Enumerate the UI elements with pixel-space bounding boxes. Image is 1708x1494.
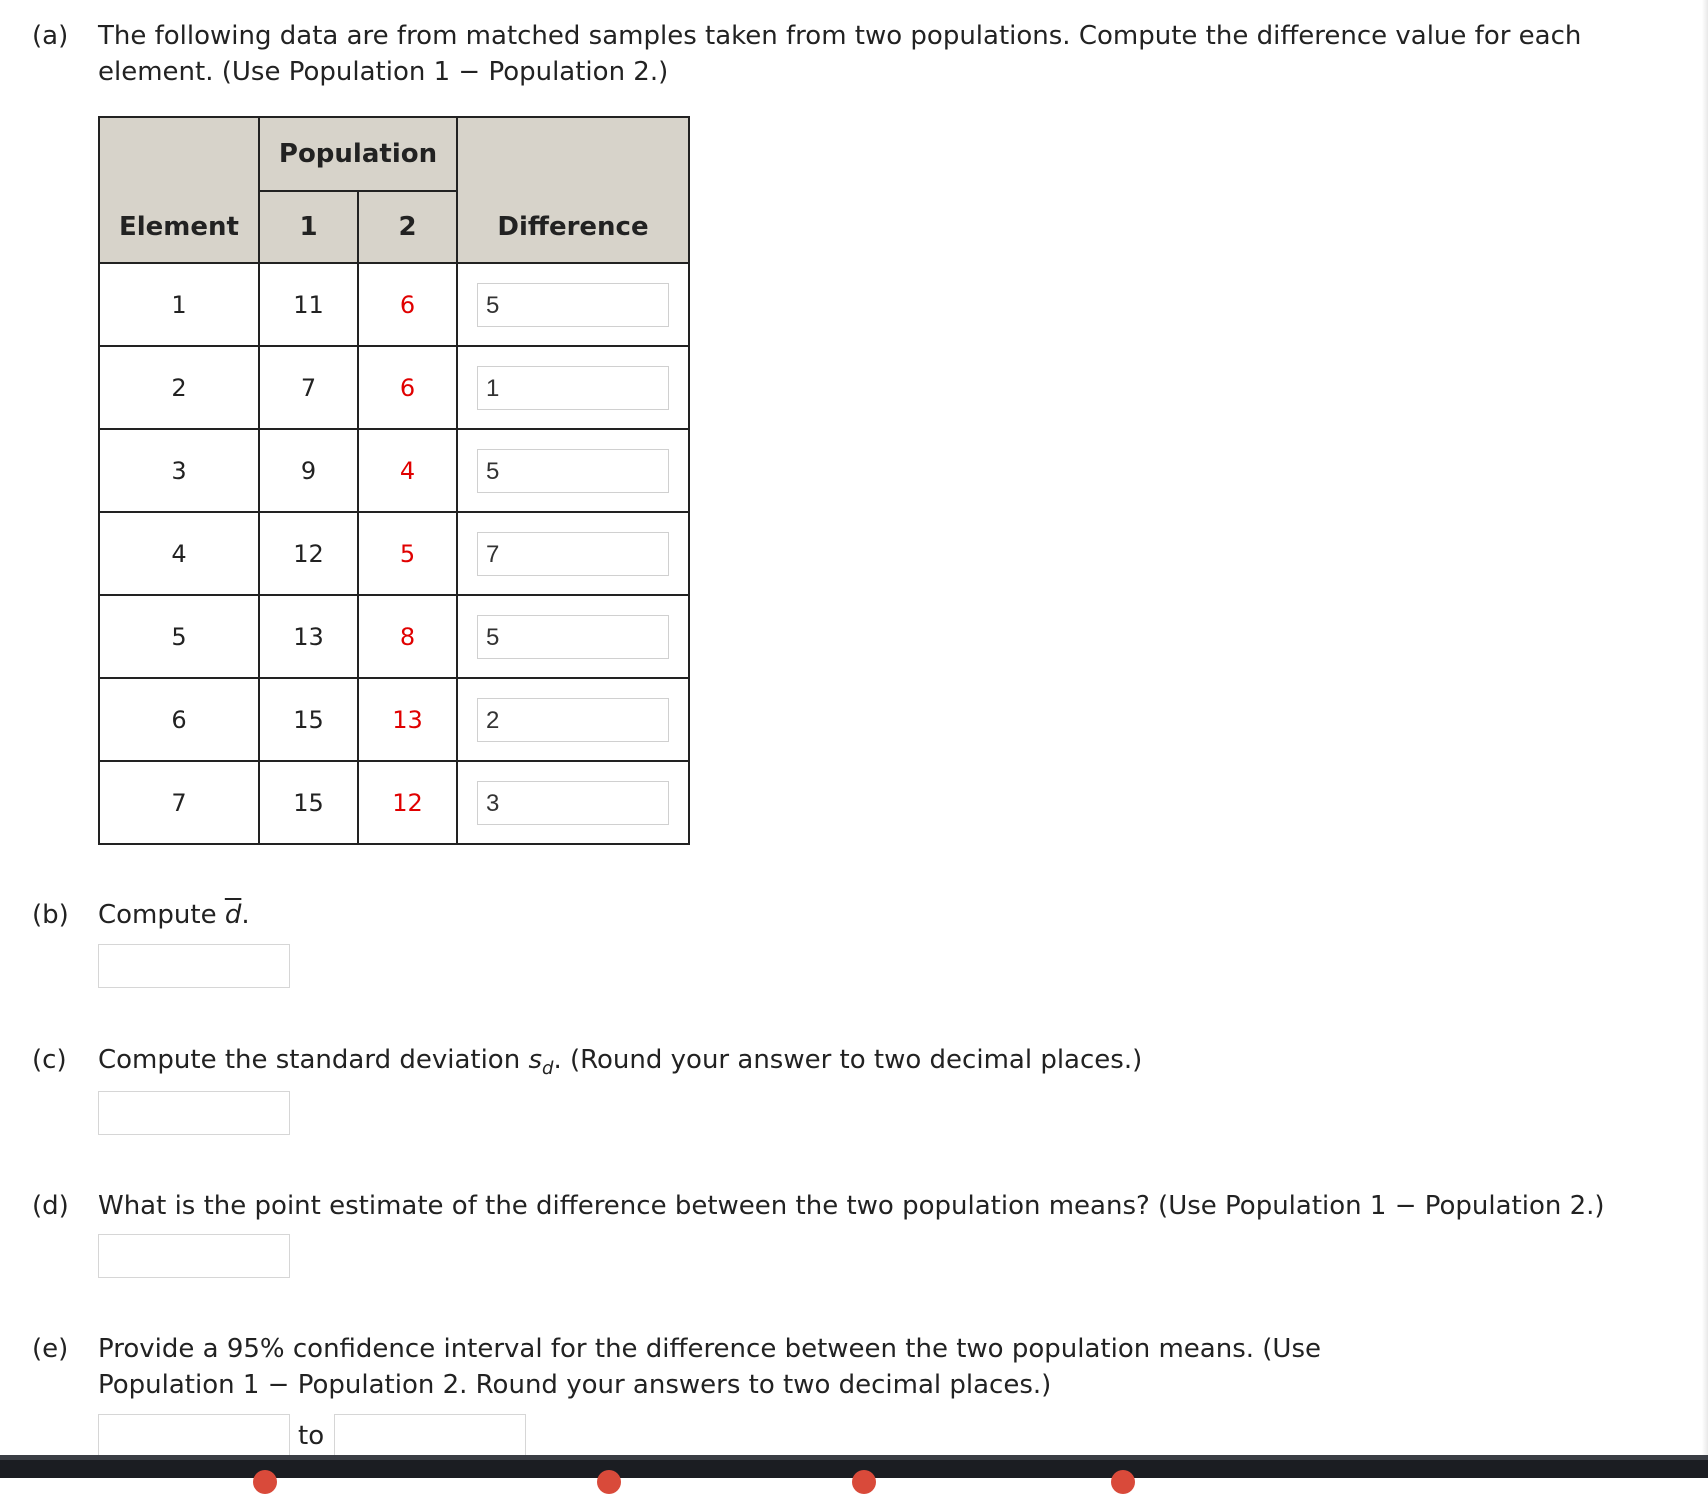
pop2-cell: 8 xyxy=(358,595,457,678)
element-cell: 7 xyxy=(99,761,259,844)
pop1-cell: 15 xyxy=(259,678,358,761)
element-cell: 5 xyxy=(99,595,259,678)
table-row xyxy=(99,595,689,678)
ci-upper-input[interactable] xyxy=(334,1414,526,1458)
table-row xyxy=(99,678,689,761)
table-row xyxy=(99,263,689,346)
difference-cell xyxy=(457,429,689,512)
toolbar-indicator-icon xyxy=(253,1470,277,1494)
element-cell: 6 xyxy=(99,678,259,761)
d-bar-input[interactable] xyxy=(98,944,290,988)
pop2-cell: 12 xyxy=(358,761,457,844)
header-blank-1 xyxy=(99,117,259,191)
table-row xyxy=(99,346,689,429)
pop2-cell: 5 xyxy=(358,512,457,595)
toolbar-indicator-icon xyxy=(1111,1470,1135,1494)
header-element: Element xyxy=(99,191,259,263)
question-c xyxy=(32,1042,1332,1082)
difference-input[interactable]: 1 xyxy=(477,366,669,410)
pop1-cell: 11 xyxy=(259,263,358,346)
table-row xyxy=(99,512,689,595)
matched-samples-table xyxy=(98,116,690,845)
question-a-line1: The following data are from matched samples taken from two populations. Compute the difference value for each xyxy=(98,21,1582,51)
question-d xyxy=(32,1188,1672,1224)
question-e xyxy=(32,1331,1432,1403)
header-difference: Difference xyxy=(457,191,689,263)
difference-input[interactable]: 5 xyxy=(477,449,669,493)
d-bar-symbol: $\overline{d}$ xyxy=(224,900,242,930)
pop2-cell: 6 xyxy=(358,263,457,346)
to-label: to xyxy=(298,1421,325,1451)
question-e-line2: Population 1 − Population 2. Round your answers to two decimal places.) xyxy=(98,1370,1052,1400)
question-c-prompt: Compute the standard deviation xyxy=(98,1045,529,1075)
header-population: Population xyxy=(259,117,457,191)
s-subscript: d xyxy=(542,1058,554,1080)
question-a xyxy=(32,18,1652,90)
element-cell: 3 xyxy=(99,429,259,512)
pop1-cell: 9 xyxy=(259,429,358,512)
difference-cell xyxy=(457,512,689,595)
question-c-text xyxy=(98,1042,1142,1087)
question-e-label: (e) xyxy=(32,1334,69,1364)
table-row xyxy=(99,429,689,512)
toolbar-indicator-icon xyxy=(597,1470,621,1494)
pop2-cell: 13 xyxy=(358,678,457,761)
pop1-cell: 15 xyxy=(259,761,358,844)
element-cell: 1 xyxy=(99,263,259,346)
std-dev-input[interactable] xyxy=(98,1091,290,1135)
question-c-end: . (Round your answer to two decimal places.) xyxy=(553,1045,1143,1075)
question-b-end: . xyxy=(241,900,250,930)
question-b xyxy=(32,897,632,933)
table-row xyxy=(99,761,689,844)
point-estimate-input[interactable] xyxy=(98,1234,290,1278)
difference-input[interactable]: 7 xyxy=(477,532,669,576)
pop1-cell: 12 xyxy=(259,512,358,595)
difference-cell xyxy=(457,346,689,429)
pop2-cell: 6 xyxy=(358,346,457,429)
difference-input[interactable]: 5 xyxy=(477,283,669,327)
question-a-label: (a) xyxy=(32,21,69,51)
question-d-text: What is the point estimate of the difference between the two population means? (Use Population 1 − Population 2.) xyxy=(98,1191,1605,1221)
ci-lower-input[interactable] xyxy=(98,1414,290,1458)
question-e-line1: Provide a 95% confidence interval for the difference between the two population means. (Use xyxy=(98,1334,1321,1364)
pop2-cell: 4 xyxy=(358,429,457,512)
element-cell: 4 xyxy=(99,512,259,595)
header-pop2: 2 xyxy=(358,191,457,263)
header-blank-2 xyxy=(457,117,689,191)
question-b-label: (b) xyxy=(32,900,69,930)
difference-cell xyxy=(457,263,689,346)
question-a-line2: element. (Use Population 1 − Population 2.) xyxy=(98,57,669,87)
question-b-text xyxy=(98,897,250,933)
toolbar-indicator-icon xyxy=(852,1470,876,1494)
difference-cell xyxy=(457,678,689,761)
question-b-prompt: Compute xyxy=(98,900,225,930)
difference-cell xyxy=(457,761,689,844)
header-pop1: 1 xyxy=(259,191,358,263)
question-d-label: (d) xyxy=(32,1191,69,1221)
difference-input[interactable]: 3 xyxy=(477,781,669,825)
difference-input[interactable]: 5 xyxy=(477,615,669,659)
scrollbar-edge xyxy=(1702,0,1708,1460)
question-c-label: (c) xyxy=(32,1045,67,1075)
element-cell: 2 xyxy=(99,346,259,429)
pop1-cell: 13 xyxy=(259,595,358,678)
pop1-cell: 7 xyxy=(259,346,358,429)
difference-cell xyxy=(457,595,689,678)
s-symbol: s xyxy=(528,1045,543,1075)
difference-input[interactable]: 2 xyxy=(477,698,669,742)
